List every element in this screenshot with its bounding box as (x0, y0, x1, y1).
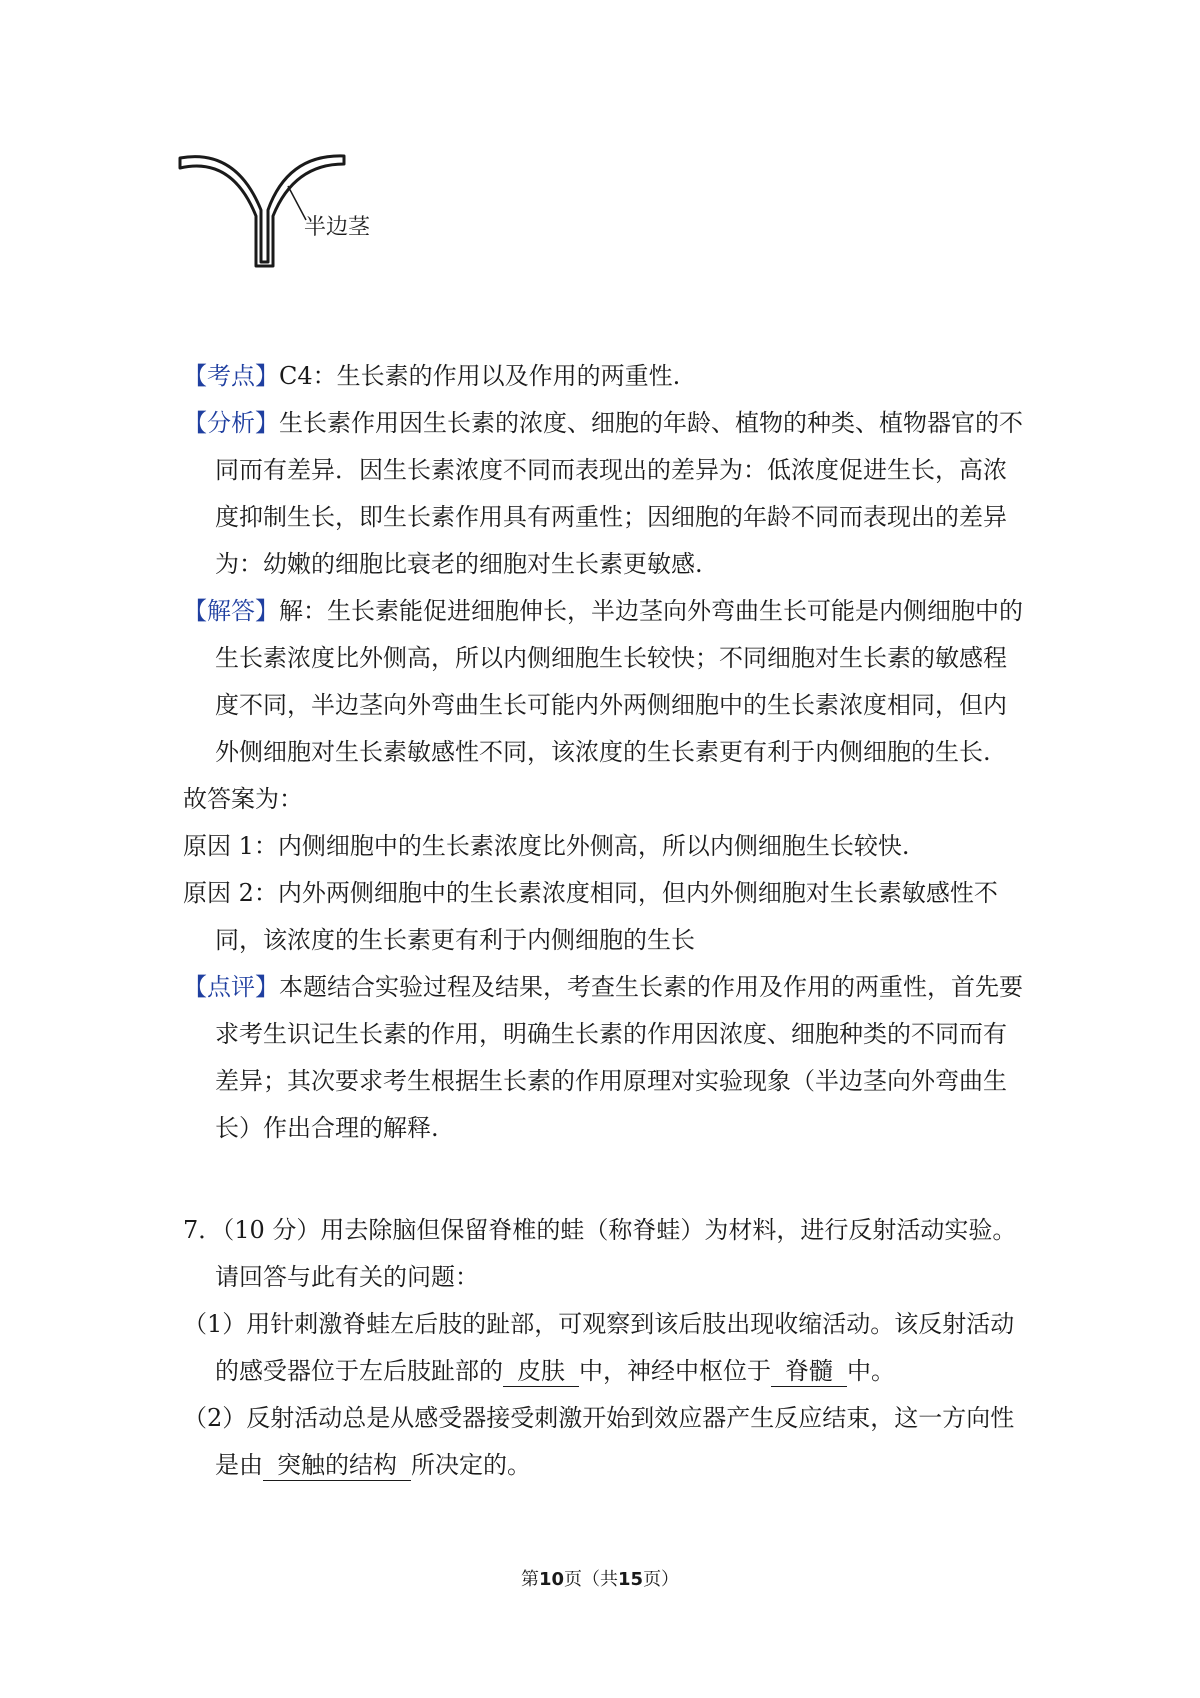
fenxi-paragraph (183, 400, 1023, 588)
footer-prefix: 第 (520, 1569, 539, 1590)
half-stem-diagram (176, 150, 436, 300)
page-footer (0, 1565, 1200, 1591)
q2-answer-blank-1: 突触的结构 (263, 1450, 411, 1481)
fenxi-tag: 【分析】 (183, 409, 279, 437)
jieda-text: 解：生长素能促进细胞伸长，半边茎向外弯曲生长可能是内侧细胞中的生长素浓度比外侧高，所以内侧细胞生长较快；不同细胞对生长素的敏感程度不同，半边茎向外弯曲生长可能内外两侧细胞中的生长素浓度相同，但内外侧细胞对生长素敏感性不同，该浓度的生长素更有利于内侧细胞的生长. (215, 597, 1023, 766)
footer-page-number: 10 (538, 1569, 564, 1590)
answer-content (183, 353, 1023, 1489)
reason-1: 原因 1：内侧细胞中的生长素浓度比外侧高，所以内侧细胞生长较快. (183, 832, 910, 860)
dianping-paragraph (183, 964, 1023, 1152)
fenxi-text: 生长素作用因生长素的浓度、细胞的年龄、植物的种类、植物器官的不同而有差异．因生长素浓度不同而表现出的差异为：低浓度促进生长，高浓度抑制生长，即生长素作用具有两重性；因细胞的年龄不同而表现出的差异为：幼嫩的细胞比衰老的细胞对生长素更敏感. (215, 409, 1023, 578)
jieda-paragraph (183, 588, 1023, 776)
kaodian-text: C4：生长素的作用以及作用的两重性. (279, 362, 681, 390)
kaodian-paragraph (183, 353, 1023, 400)
question-7-stem: 7．（10 分）用去除脑但保留脊椎的蛙（称脊蛙）为材料，进行反射活动实验。请回答与此有关的问题： (183, 1216, 1017, 1291)
half-stem-figure (176, 150, 436, 300)
stem-outline (180, 156, 344, 266)
q2-text-after: 所决定的。 (411, 1451, 531, 1479)
q2-text-before: （2）反射活动总是从感受器接受刺激开始到效应器产生反应结束，这一方向性是由 (183, 1404, 1015, 1479)
reason-2: 原因 2：内外两侧细胞中的生长素浓度相同，但内外侧细胞对生长素敏感性不同，该浓度的生长素更有利于内侧细胞的生长 (183, 879, 998, 954)
question-7-part-2 (183, 1395, 1023, 1489)
jieda-tag: 【解答】 (183, 597, 279, 625)
answer-intro: 故答案为： (183, 785, 303, 813)
kaodian-tag: 【考点】 (183, 362, 279, 390)
footer-total-pages: 15 (618, 1569, 644, 1590)
stem-label: 半边茎 (304, 215, 371, 240)
q1-answer-blank-2: 脊髓 (771, 1356, 847, 1387)
q1-answer-blank-1: 皮肤 (503, 1356, 579, 1387)
q1-text-before: （1）用针刺激脊蛙左后肢的趾部，可观察到该后肢出现收缩活动。该反射活动的感受器位于左后肢趾部的 (183, 1310, 1015, 1385)
footer-middle: 页（共 (564, 1569, 618, 1590)
dianping-text: 本题结合实验过程及结果，考查生长素的作用及作用的两重性，首先要求考生识记生长素的作用，明确生长素的作用因浓度、细胞种类的不同而有差异；其次要求考生根据生长素的作用原理对实验现象（半边茎向外弯曲生长）作出合理的解释. (215, 973, 1023, 1142)
footer-suffix: 页） (643, 1569, 680, 1590)
dianping-tag: 【点评】 (183, 973, 279, 1001)
q1-text-after: 中。 (847, 1357, 895, 1385)
q1-text-mid: 中，神经中枢位于 (579, 1357, 771, 1385)
question-7-part-1 (183, 1301, 1023, 1395)
